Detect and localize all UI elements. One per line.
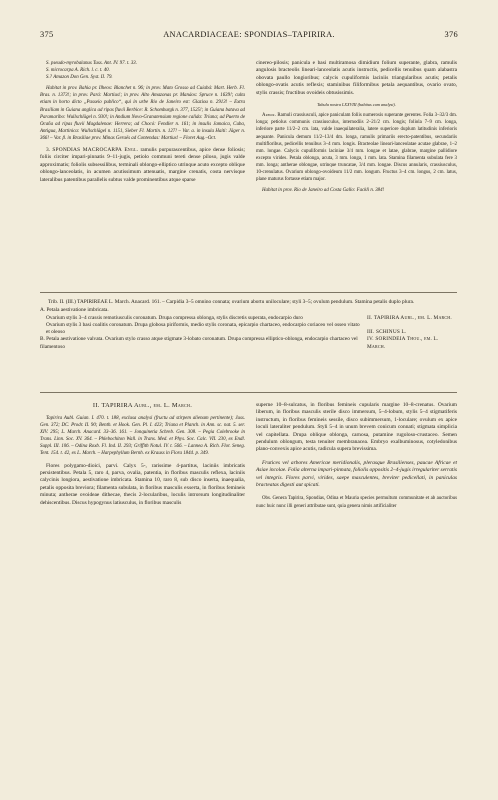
tribe-heading: Trib. II. (III.) TAPIRIREAE L. March. Anacard. 161. – Carpidia 3–5 omnino connata; ovarium abortu uniloculare; styli 3–5; ovulum pendulum. Stamina petalis duplo plura.: [48, 299, 415, 305]
right-column-top: [256, 60, 457, 194]
key-lead-a2: [40, 322, 457, 337]
genus-observation: Obs. Genera Tapirira, Spondias, Odina et Mauria species permultum communitate et ab auctoribus nunc huic nunc illi generi attributae sunt, quia genera nimis artificialiter: [256, 496, 457, 509]
genus-synonymy: Tapirira Aubl. Guian. I. 470. t. 188, exclusa analysi (fructu ad stirpem alienam pertinente); Juss. Gen. 372; DC. Prodr. II. 90; Benth. et Hook. Gen. Pl. I. 423; Triana et Planch. in Ann. sc. nat. 5. ser. XIV. 295; L. March. Anacard. 33–36. 161. – Jonquinetia Schreb. Gen. 308. – Pegia Colebrooke in Trans. Linn. Soc. XV. 364. – Phlebochiton Wall. in Trans. Med. et Phys. Soc. Calc. VII. 230, ex Endl. Suppl. III. 106. – Odina Roxb. Fl. Ind. II. 293; Griffith Notul. IV. t. 566. – Lannea A. Rich. Flor. Seneg. Tent. 154. t. 42, ex L. March. – Harpephyllum Bernh. ex Krauss in Flora 1844. p. 349.: [40, 416, 245, 457]
right-page-number: 376: [444, 30, 458, 39]
synonym-line: S.? Amazon Don Gen. Syst. II. 79.: [46, 75, 113, 81]
left-page-number: 375: [40, 30, 54, 39]
species-number: 3.: [46, 147, 51, 154]
plate-note: Tabula nostra LXXVIII (habitus cum analysi).: [317, 102, 396, 108]
species-author: Engl.: [124, 147, 139, 154]
running-title: ANACARDIACEAE: SPONDIAS–TAPIRIRA.: [163, 30, 335, 39]
key-taxon: III. SCHINUS L.: [367, 329, 407, 336]
genus-description: Flores polygamo-dioici, parvi. Calyx 5-, rarissime 4-partitus, laciniis imbricatis persistentibus. Petala 5, raro 4, parva, ovalia, patentia, in floribus masculis reflexa, laciniis calycinis longiora, aestivatione imbricata. Stamina 10, raro 8, sub disco inserta, inaequalia, petalis opposita breviora; filamenta subulata, in floribus masculis exserta, in floribus femineis minuta; antherae ovoideae dithecae, thecis 2-locularibus, loculis introrsum longitudinaliter dehiscentibus. Discus hypogynus latiusculus, in floribus masculis: [40, 462, 245, 506]
key-lead-text: B. Petala aestivatione valvata. Ovarium stylo crasso atque stigmate 3-lobato coronatum. Drupa compressa elliptico-oblonga, endocarpio chartaceo vel filamentoso: [40, 336, 358, 350]
habitat-paragraph: Habitat in prov. Bahia pr. Ilheos: Blanchet n. 96; in prov. Mato Grosso ad Cuiabá: Mart. Herb. Fl. Bras. n. 1373!; in prov. Pará: Martius!; in prov. Alto Amazonas pr. Manáos: Spruce n. 1639!; culta etiam in horto dicto „Passeio publico“, qui in urbe Rio de Janeiro est: Glaziou n. 2913! – Extra Brasiliam in Guiana anglica ad ripas fluvii Berbice: R. Schomburgk n. 377, 1525!; in Guiana batava ad Paramaribo: Wullschlägel n. 930!; in Andium Novo-Granatensium regione calida: Triana; ad Puerto de Ocaña ad ripas fluvii Magdalenae: Herrera; ad Chocó: Fendler n. 161; in insulis Jamaica, Cuba, Antigua, Martinica: Wullschlägel n. 1151, Sieber Fl. Martin. n. 127! – Var. a. in insula Haiti: Jäger n. 366! – Var. β. in Brasiliae prov. Minas Geraës ad Contendas: Martius! – Floret Aug.–Oct.: [40, 86, 245, 141]
description-text: Ramuli crassiusculi, apice paniculam foliis numerosis superante gerentes. Folia 3–32/3 dm. longa; petiolus communis crassiusculus, internodiis 2–21/2 cm. longis; foliola 7–9 cm. longa, inferiore parte 11/2–2 cm. lata, valde inaequilateralia, latere superiore duplum latitudinis inferioris aequante. Panicula demum 11/2–13/4 dm. longa, ramulis primariis erecto-patentibus, secundariis multifloribus, pedicellis tenuibus 3–4 mm. longis. Bracteolae lineari-lanceolatae acutae glabrae, 1–2 mm. longae. Calycis cupuliformis laciniae 3/4 mm. longae et latae, glabrae, margine pallidiore excepto virides. Petala oblonga, acuta, 3 mm. longa, 1 mm. lata. Stamina filamenta subulata fere 3 mm. longa; antherae oblongae, utrinque truncatae, 3/4 mm. longae. Discus annularis, crassiusculus, 10-crenulatus. Ovarium oblongo-ovoideum 11/2 mm. longum. Fructus 3–4 cm. longus, 2 cm. latus, plane maturus fortasse etiam major.: [256, 113, 457, 183]
key-taxon: IV. SORINDEIA Thou., em. L. March.: [367, 336, 439, 350]
genus-heading: II. TAPIRIRA Aubl., em. L. March.: [92, 402, 193, 409]
key-lead-text: Ovarium stylis 3–4 crassis remotiusculis coronatum. Drupa compressa oblonga, stylis discretis superata, endocarpio duro: [46, 314, 303, 321]
running-header: [40, 30, 458, 42]
diagnosis-continuation: cinereo-pilosis; panicula e basi multiramosa dimidium folium superante, glabra, ramulis angulosis bracteolis lineari-lanceolatis acutis instructis, pedicellis tenuibus quam alabastra obovata paullo longioribus; calycis cupuliformis laciniis triangularibus acutis; petalis oblongo-ovatis acutis reflexis; staminibus filiformibus petala aequantibus, ovario ovato, stylis crassis; fructibus ovoideis obtusissimis.: [256, 60, 457, 96]
species-name: SPONDIAS MACROCARPA: [52, 147, 123, 154]
species-diagnosis: ramulis purpurascentibus, apice dense foliosis; foliis circiter impari-pinnatis 9–11-jugis, petiolo communi tereti dense piloso, jugis valde approximatis; foliolis subsessilibus, terminali oblongo-elliptico utrinque acuto excepto oblique oblongo-lanceolatis, in acumen acutissimum attenuatis, margine crenatis, costa nervisque lateralibus patentibus parallelis subtus valde prominentibus atque sparse: [40, 147, 245, 183]
tribe-key: [40, 299, 457, 351]
left-column-bottom: [40, 402, 245, 507]
habitat-paragraph: Habitat in prov. Rio de Janeiro ad Costa Gallo: Fackli n. 384!: [262, 188, 385, 194]
left-column-top: [40, 60, 245, 184]
divider-rule: [40, 392, 457, 393]
synonym-line: S. microcarpa A. Rich. l. c. t. 40.: [46, 68, 110, 74]
divider-rule: [40, 292, 457, 293]
right-column-bottom: [256, 402, 457, 510]
species-paragraph: [40, 147, 245, 184]
genus-description-continued: superne 10–8-sulcatus, in floribus femineis cupularis margine 10–8-crenatus. Ovarium liberum, in floribus masculis sterile disco immersum, 5–4-lobum, stylis 5–4 stigmatiferis instructum, in floribus femineis sessile, disco subimmersum, 1-loculare; ovulum ex apice loculi lateraliter pendulum. Styli 5–4 in unum brevem conicum connati; stigmata simplicia vel capitellata. Drupa oblique oblonga, carnosa, putamine rugoloso-crustaceo. Semen pendulum oblongum, testa tenuiter membranacea. Embryo exalbuminosus, cotyledonibus plano-convexis apice acutis, radicula supera brevissima.: [256, 402, 457, 453]
key-lead-a1: [40, 315, 457, 322]
synonym-line: S. pseudo-myrobalanus Tuss. Ant. IV. 97. t. 33.: [46, 61, 137, 66]
key-section-a: A. Petala aestivatione imbricata.: [40, 307, 109, 314]
genus-habit: Frutices vel arbores Americae meridionalis, plerasque Brasilienses, paucae Africae et Asiae incolae. Folia alterna impari-pinnata, foliolis oppositis 2–4-jugis irregulariter serratis vel integris. Flores parvi, virides, saepe masculentes, breviter pedicellati, in paniculas bracteatas digesti aut spicati.: [256, 459, 457, 489]
species-description: [256, 112, 457, 183]
description-lead: Arbor.: [262, 113, 277, 119]
key-taxon: II. TAPIRIRA Aubl., em. L. March.: [367, 314, 452, 321]
key-lead-text: Ovarium stylis 3 basi coalitis coronatum. Drupa globosa piriformis, medio stylis coronata, epicarpio chartaceo, endocarpio coriaceo vel osseo vitato et oleoso: [46, 321, 360, 336]
key-lead-b: [40, 336, 457, 351]
